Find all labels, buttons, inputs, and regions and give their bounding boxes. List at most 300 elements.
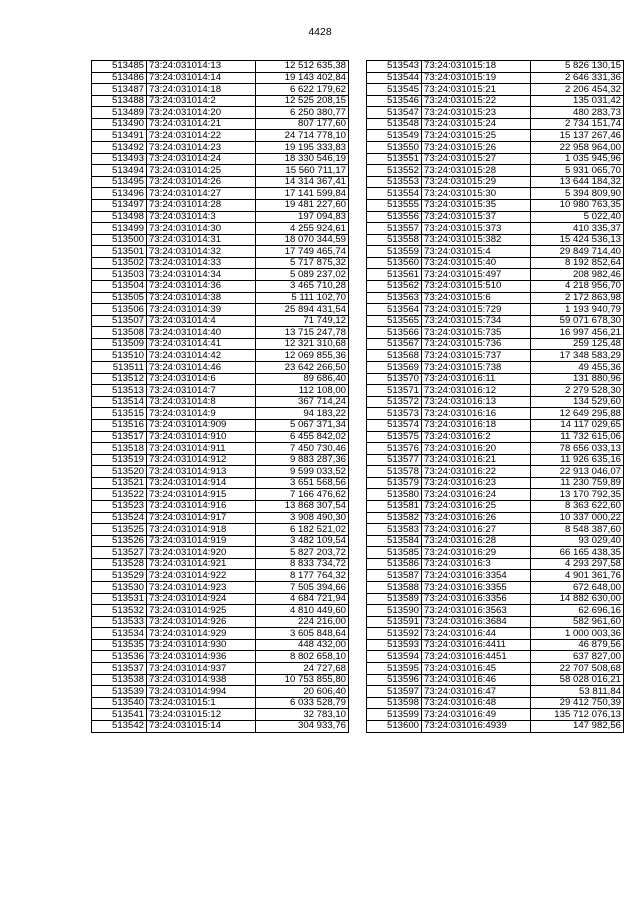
cadastral-number: 73:24:031014:909	[147, 419, 256, 431]
cadastral-value: 2 734 151,74	[531, 118, 624, 130]
row-number: 513599	[367, 709, 422, 721]
row-number: 513570	[367, 373, 422, 385]
row-number: 513559	[367, 246, 422, 258]
cadastral-number: 73:24:031015:29	[422, 176, 531, 188]
row-number: 513578	[367, 466, 422, 478]
table-row	[367, 84, 624, 96]
cadastral-number: 73:24:031014:930	[147, 639, 256, 651]
cadastral-value: 135 031,42	[531, 95, 624, 107]
row-number: 513518	[92, 443, 147, 455]
row-number: 513516	[92, 419, 147, 431]
row-number: 513560	[367, 257, 422, 269]
table-row	[92, 338, 349, 350]
table-row	[92, 408, 349, 420]
row-number: 513541	[92, 709, 147, 721]
cadastral-value: 17 348 583,29	[531, 350, 624, 362]
row-number: 513519	[92, 454, 147, 466]
cadastral-number: 73:24:031016:3354	[422, 570, 531, 582]
cadastral-number: 73:24:031014:994	[147, 686, 256, 698]
table-row	[367, 720, 624, 732]
cadastral-number: 73:24:031016:4451	[422, 651, 531, 663]
cadastral-number: 73:24:031014:20	[147, 107, 256, 119]
table-row	[92, 223, 349, 235]
table-row	[92, 443, 349, 455]
cadastral-value: 4 218 956,70	[531, 280, 624, 292]
cadastral-number: 73:24:031016:46	[422, 674, 531, 686]
row-number: 513487	[92, 84, 147, 96]
table-row	[92, 489, 349, 501]
cadastral-value: 20 606,40	[256, 686, 349, 698]
cadastral-number: 73:24:031014:920	[147, 547, 256, 559]
cadastral-value: 46 879,56	[531, 639, 624, 651]
cadastral-value: 8 192 852,64	[531, 257, 624, 269]
cadastral-value: 8 177 764,32	[256, 570, 349, 582]
table-row	[367, 257, 624, 269]
cadastral-value: 3 482 109,54	[256, 535, 349, 547]
row-number: 513556	[367, 211, 422, 223]
cadastral-number: 73:24:031014:22	[147, 130, 256, 142]
cadastral-value: 6 455 842,02	[256, 431, 349, 443]
row-number: 513498	[92, 211, 147, 223]
cadastral-number: 73:24:031016:27	[422, 524, 531, 536]
cadastral-number: 73:24:031016:20	[422, 443, 531, 455]
table-row	[367, 477, 624, 489]
cadastral-number: 73:24:031014:921	[147, 558, 256, 570]
table-row	[367, 593, 624, 605]
row-number: 513521	[92, 477, 147, 489]
table-row	[92, 616, 349, 628]
cadastral-value: 304 933,76	[256, 720, 349, 732]
cadastral-value: 19 143 402,84	[256, 72, 349, 84]
table-row	[367, 697, 624, 709]
cadastral-value: 410 335,37	[531, 223, 624, 235]
table-row	[92, 84, 349, 96]
cadastral-number: 73:24:031014:3	[147, 211, 256, 223]
cadastral-value: 367 714,24	[256, 396, 349, 408]
cadastral-number: 73:24:031015:40	[422, 257, 531, 269]
cadastral-value: 24 714 778,10	[256, 130, 349, 142]
cadastral-value: 807 177,60	[256, 118, 349, 130]
cadastral-number: 73:24:031016:45	[422, 663, 531, 675]
cadastral-value: 448 432,00	[256, 639, 349, 651]
row-number: 513575	[367, 431, 422, 443]
table-row	[367, 686, 624, 698]
cadastral-number: 73:24:031015:6	[422, 292, 531, 304]
row-number: 513553	[367, 176, 422, 188]
table-row	[92, 257, 349, 269]
row-number: 513492	[92, 142, 147, 154]
row-number: 513528	[92, 558, 147, 570]
row-number: 513548	[367, 118, 422, 130]
row-number: 513523	[92, 500, 147, 512]
table-row	[92, 639, 349, 651]
table-row	[367, 535, 624, 547]
table-row	[367, 396, 624, 408]
cadastral-number: 73:24:031015:373	[422, 223, 531, 235]
row-number: 513488	[92, 95, 147, 107]
table-row	[92, 558, 349, 570]
cadastral-value: 5 111 102,70	[256, 292, 349, 304]
cadastral-number: 73:24:031014:916	[147, 500, 256, 512]
row-number: 513598	[367, 697, 422, 709]
table-row	[367, 130, 624, 142]
row-number: 513495	[92, 176, 147, 188]
row-number: 513540	[92, 697, 147, 709]
table-row	[367, 373, 624, 385]
row-number: 513515	[92, 408, 147, 420]
cadastral-number: 73:24:031014:910	[147, 431, 256, 443]
cadastral-value: 12 525 208,15	[256, 95, 349, 107]
cadastral-number: 73:24:031014:34	[147, 269, 256, 281]
table-row	[367, 570, 624, 582]
table-row	[367, 199, 624, 211]
cadastral-value: 17 749 465,74	[256, 246, 349, 258]
cadastral-number: 73:24:031015:18	[422, 61, 531, 73]
table-row	[367, 280, 624, 292]
cadastral-value: 66 165 438,35	[531, 547, 624, 559]
cadastral-value: 5 931 065,70	[531, 165, 624, 177]
cadastral-number: 73:24:031016:3	[422, 558, 531, 570]
row-number: 513494	[92, 165, 147, 177]
row-number: 513557	[367, 223, 422, 235]
table-row	[367, 582, 624, 594]
table-row	[367, 605, 624, 617]
cadastral-number: 73:24:031016:2	[422, 431, 531, 443]
row-number: 513577	[367, 454, 422, 466]
row-number: 513593	[367, 639, 422, 651]
cadastral-value: 672 648,00	[531, 582, 624, 594]
table-row	[92, 651, 349, 663]
table-row	[367, 709, 624, 721]
cadastral-value: 3 908 490,30	[256, 512, 349, 524]
table-row	[92, 663, 349, 675]
table-row	[367, 211, 624, 223]
cadastral-value: 29 849 714,40	[531, 246, 624, 258]
table-row	[92, 188, 349, 200]
cadastral-number: 73:24:031014:36	[147, 280, 256, 292]
cadastral-number: 73:24:031015:510	[422, 280, 531, 292]
cadastral-number: 73:24:031016:29	[422, 547, 531, 559]
row-number: 513566	[367, 327, 422, 339]
table-row	[367, 512, 624, 524]
row-number: 513581	[367, 500, 422, 512]
table-row	[92, 547, 349, 559]
table-row	[92, 315, 349, 327]
table-row	[92, 246, 349, 258]
row-number: 513510	[92, 350, 147, 362]
cadastral-number: 73:24:031015:736	[422, 338, 531, 350]
table-row	[92, 466, 349, 478]
table-row	[367, 327, 624, 339]
cadastral-value: 582 961,60	[531, 616, 624, 628]
cadastral-value: 11 230 759,89	[531, 477, 624, 489]
table-row	[92, 107, 349, 119]
table-row	[367, 304, 624, 316]
row-number: 513535	[92, 639, 147, 651]
cadastral-value: 8 363 622,60	[531, 500, 624, 512]
table-row	[367, 558, 624, 570]
cadastral-value: 4 810 449,60	[256, 605, 349, 617]
table-row	[92, 605, 349, 617]
cadastral-number: 73:24:031015:27	[422, 153, 531, 165]
row-number: 513584	[367, 535, 422, 547]
cadastral-number: 73:24:031014:42	[147, 350, 256, 362]
table-row	[92, 454, 349, 466]
table-row	[367, 223, 624, 235]
table-row	[92, 431, 349, 443]
row-number: 513583	[367, 524, 422, 536]
cadastral-value: 11 732 615,06	[531, 431, 624, 443]
table-row	[367, 489, 624, 501]
cadastral-value: 7 450 730,46	[256, 443, 349, 455]
row-number: 513579	[367, 477, 422, 489]
table-row	[367, 350, 624, 362]
cadastral-value: 13 715 247,78	[256, 327, 349, 339]
table-row	[367, 292, 624, 304]
cadastral-number: 73:24:031014:39	[147, 304, 256, 316]
row-number: 513552	[367, 165, 422, 177]
row-number: 513569	[367, 362, 422, 374]
cadastral-value: 22 958 964,00	[531, 142, 624, 154]
cadastral-value: 1 035 945,96	[531, 153, 624, 165]
cadastral-value: 4 901 361,76	[531, 570, 624, 582]
row-number: 513571	[367, 385, 422, 397]
table-row	[92, 130, 349, 142]
cadastral-number: 73:24:031014:40	[147, 327, 256, 339]
row-number: 513576	[367, 443, 422, 455]
cadastral-number: 73:24:031014:929	[147, 628, 256, 640]
cadastral-number: 73:24:031016:49	[422, 709, 531, 721]
table-row	[92, 72, 349, 84]
cadastral-number: 73:24:031016:4939	[422, 720, 531, 732]
table-row	[92, 373, 349, 385]
cadastral-number: 73:24:031015:735	[422, 327, 531, 339]
cadastral-number: 73:24:031015:14	[147, 720, 256, 732]
row-number: 513520	[92, 466, 147, 478]
table-row	[367, 269, 624, 281]
cadastral-number: 73:24:031014:25	[147, 165, 256, 177]
table-row	[367, 362, 624, 374]
cadastral-number: 73:24:031015:21	[422, 84, 531, 96]
row-number: 513586	[367, 558, 422, 570]
row-number: 513568	[367, 350, 422, 362]
row-number: 513513	[92, 385, 147, 397]
cadastral-value: 2 206 454,32	[531, 84, 624, 96]
cadastral-number: 73:24:031014:33	[147, 257, 256, 269]
row-number: 513514	[92, 396, 147, 408]
registry-table-left	[91, 60, 349, 733]
cadastral-value: 5 394 809,90	[531, 188, 624, 200]
cadastral-value: 4 293 297,58	[531, 558, 624, 570]
cadastral-number: 73:24:031015:734	[422, 315, 531, 327]
row-number: 513546	[367, 95, 422, 107]
table-row	[92, 419, 349, 431]
cadastral-value: 224 216,00	[256, 616, 349, 628]
table-row	[92, 570, 349, 582]
cadastral-value: 2 172 863,98	[531, 292, 624, 304]
cadastral-number: 73:24:031014:7	[147, 385, 256, 397]
cadastral-value: 9 883 287,36	[256, 454, 349, 466]
cadastral-value: 18 070 344,59	[256, 234, 349, 246]
table-row	[367, 246, 624, 258]
cadastral-number: 73:24:031016:23	[422, 477, 531, 489]
cadastral-number: 73:24:031016:3563	[422, 605, 531, 617]
cadastral-number: 73:24:031014:8	[147, 396, 256, 408]
cadastral-value: 58 028 016,21	[531, 674, 624, 686]
row-number: 513554	[367, 188, 422, 200]
table-row	[367, 165, 624, 177]
table-row	[92, 674, 349, 686]
cadastral-value: 15 424 536,13	[531, 234, 624, 246]
cadastral-number: 73:24:031015:1	[147, 697, 256, 709]
cadastral-value: 93 029,40	[531, 535, 624, 547]
row-number: 513567	[367, 338, 422, 350]
row-number: 513524	[92, 512, 147, 524]
table-row	[92, 350, 349, 362]
cadastral-value: 135 712 076,13	[531, 709, 624, 721]
cadastral-number: 73:24:031015:729	[422, 304, 531, 316]
row-number: 513558	[367, 234, 422, 246]
row-number: 513489	[92, 107, 147, 119]
row-number: 513527	[92, 547, 147, 559]
cadastral-number: 73:24:031015:28	[422, 165, 531, 177]
cadastral-value: 8 802 658,10	[256, 651, 349, 663]
cadastral-number: 73:24:031016:44	[422, 628, 531, 640]
cadastral-value: 3 651 568,56	[256, 477, 349, 489]
table-row	[92, 327, 349, 339]
table-row	[92, 396, 349, 408]
row-number: 513499	[92, 223, 147, 235]
row-number: 513529	[92, 570, 147, 582]
cadastral-number: 73:24:031014:18	[147, 84, 256, 96]
table-row	[367, 338, 624, 350]
cadastral-value: 49 455,36	[531, 362, 624, 374]
cadastral-value: 5 717 875,32	[256, 257, 349, 269]
cadastral-number: 73:24:031014:28	[147, 199, 256, 211]
cadastral-number: 73:24:031014:936	[147, 651, 256, 663]
table-row	[367, 142, 624, 154]
row-number: 513533	[92, 616, 147, 628]
cadastral-number: 73:24:031016:13	[422, 396, 531, 408]
cadastral-number: 73:24:031016:28	[422, 535, 531, 547]
cadastral-value: 480 283,73	[531, 107, 624, 119]
cadastral-value: 637 827,00	[531, 651, 624, 663]
row-number: 513506	[92, 304, 147, 316]
cadastral-number: 73:24:031015:26	[422, 142, 531, 154]
cadastral-value: 94 183,22	[256, 408, 349, 420]
cadastral-number: 73:24:031014:31	[147, 234, 256, 246]
cadastral-value: 12 512 635,38	[256, 61, 349, 73]
table-row	[367, 547, 624, 559]
cadastral-value: 208 982,46	[531, 269, 624, 281]
cadastral-value: 15 560 711,17	[256, 165, 349, 177]
cadastral-number: 73:24:031014:937	[147, 663, 256, 675]
row-number: 513493	[92, 153, 147, 165]
cadastral-number: 73:24:031016:11	[422, 373, 531, 385]
row-number: 513597	[367, 686, 422, 698]
cadastral-value: 5 089 237,02	[256, 269, 349, 281]
cadastral-number: 73:24:031014:4	[147, 315, 256, 327]
row-number: 513561	[367, 269, 422, 281]
cadastral-value: 5 067 371,34	[256, 419, 349, 431]
row-number: 513491	[92, 130, 147, 142]
row-number: 513587	[367, 570, 422, 582]
row-number: 513542	[92, 720, 147, 732]
row-number: 513501	[92, 246, 147, 258]
cadastral-number: 73:24:031016:3355	[422, 582, 531, 594]
cadastral-value: 1 000 003,36	[531, 628, 624, 640]
page-number: 4428	[308, 26, 332, 38]
table-row	[92, 292, 349, 304]
cadastral-number: 73:24:031016:22	[422, 466, 531, 478]
cadastral-value: 5 022,40	[531, 211, 624, 223]
table-row	[92, 234, 349, 246]
cadastral-value: 22 707 508,68	[531, 663, 624, 675]
cadastral-value: 10 753 855,80	[256, 674, 349, 686]
row-number: 513573	[367, 408, 422, 420]
cadastral-number: 73:24:031014:41	[147, 338, 256, 350]
cadastral-value: 13 868 307,54	[256, 500, 349, 512]
cadastral-value: 7 166 476,62	[256, 489, 349, 501]
cadastral-number: 73:24:031014:32	[147, 246, 256, 258]
cadastral-value: 22 913 046,07	[531, 466, 624, 478]
cadastral-value: 6 182 521,02	[256, 524, 349, 536]
cadastral-number: 73:24:031016:48	[422, 697, 531, 709]
table-row	[92, 628, 349, 640]
cadastral-value: 11 926 635,16	[531, 454, 624, 466]
table-row	[92, 593, 349, 605]
cadastral-number: 73:24:031014:30	[147, 223, 256, 235]
cadastral-number: 73:24:031015:737	[422, 350, 531, 362]
table-row	[92, 697, 349, 709]
table-row	[367, 118, 624, 130]
table-row	[92, 582, 349, 594]
row-number: 513530	[92, 582, 147, 594]
cadastral-number: 73:24:031014:917	[147, 512, 256, 524]
cadastral-value: 14 117 029,65	[531, 419, 624, 431]
table-row	[367, 188, 624, 200]
row-number: 513517	[92, 431, 147, 443]
cadastral-number: 73:24:031016:26	[422, 512, 531, 524]
row-number: 513589	[367, 593, 422, 605]
cadastral-value: 2 279 528,30	[531, 385, 624, 397]
row-number: 513509	[92, 338, 147, 350]
table-row	[92, 385, 349, 397]
cadastral-number: 73:24:031016:18	[422, 419, 531, 431]
cadastral-value: 112 108,00	[256, 385, 349, 397]
row-number: 513534	[92, 628, 147, 640]
cadastral-value: 19 195 333,83	[256, 142, 349, 154]
row-number: 513490	[92, 118, 147, 130]
cadastral-value: 13 170 792,35	[531, 489, 624, 501]
row-number: 513555	[367, 199, 422, 211]
cadastral-number: 73:24:031014:38	[147, 292, 256, 304]
table-row	[367, 628, 624, 640]
cadastral-number: 73:24:031016:3356	[422, 593, 531, 605]
cadastral-number: 73:24:031014:923	[147, 582, 256, 594]
cadastral-number: 73:24:031014:2	[147, 95, 256, 107]
row-number: 513574	[367, 419, 422, 431]
row-number: 513547	[367, 107, 422, 119]
cadastral-value: 32 783,10	[256, 709, 349, 721]
cadastral-number: 73:24:031014:924	[147, 593, 256, 605]
table-row	[367, 176, 624, 188]
row-number: 513531	[92, 593, 147, 605]
table-row	[92, 269, 349, 281]
table-row	[92, 153, 349, 165]
table-row	[367, 466, 624, 478]
cadastral-number: 73:24:031016:25	[422, 500, 531, 512]
